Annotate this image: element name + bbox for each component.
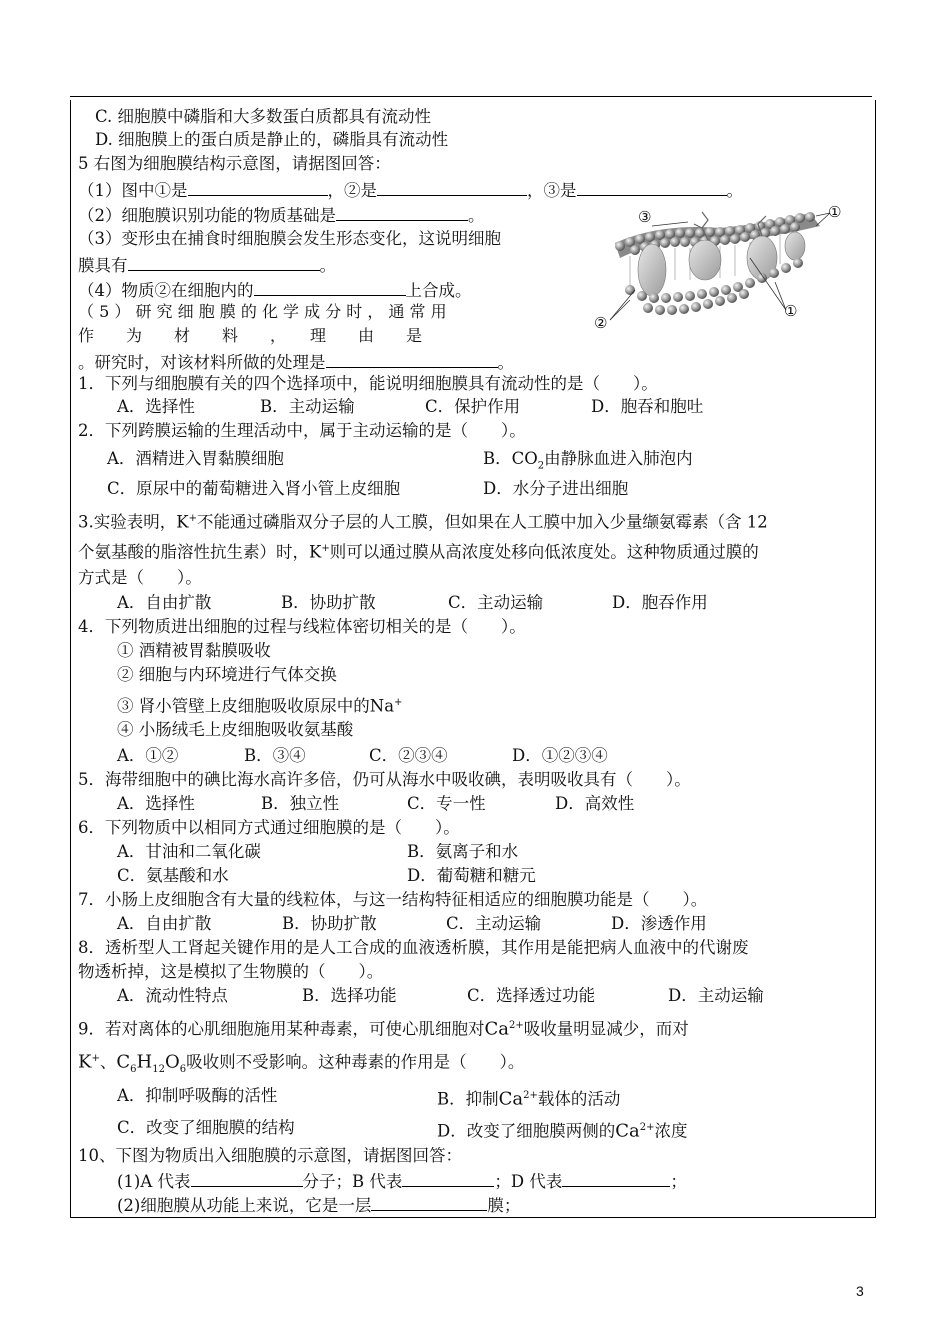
q1-option-c: C．保护作用 [425, 397, 521, 416]
q8-stem-line1: 8．透析型人工肾起关键作用的是人工合成的血液透析膜，其作用是能把病人血液中的代谢废 [78, 938, 749, 957]
q6-option-a: A．甘油和二氧化碳 [117, 842, 261, 861]
q3-stem-line1: 3.实验表明，K+不能通过磷脂双分子层的人工膜，但如果在人工膜中加入少量缬氨霉素（含 12 [78, 512, 768, 532]
blank-4[interactable] [336, 204, 468, 221]
q2-option-d: D．水分子进出细胞 [483, 479, 629, 498]
q5-part5a: （ 5 ） 研 究 细 胞 膜 的 化 学 成 分 时 ， 通 常 用 [78, 302, 447, 321]
q3-option-d: D．胞吞作用 [612, 593, 708, 612]
q1-stem: 1．下列与细胞膜有关的四个选择项中，能说明细胞膜具有流动性的是（ ）。 [78, 374, 658, 393]
q5b-option-b: B．独立性 [261, 794, 340, 813]
q7-option-c: C．主动运输 [446, 914, 542, 933]
q5b-option-c: C．专一性 [407, 794, 486, 813]
q3-stem-line3: 方式是（ ）。 [78, 568, 202, 587]
q8-stem-line2: 物透析掉，这是模拟了生物膜的（ ）。 [78, 962, 384, 981]
q3-option-c: C．主动运输 [448, 593, 544, 612]
q6-option-b: B．氨离子和水 [407, 842, 519, 861]
q5-part4: （4）物质②在细胞内的 上合成。 [78, 281, 472, 300]
blank-membrane[interactable] [371, 1194, 487, 1211]
q4-item-4: ④ 小肠绒毛上皮细胞吸收氨基酸 [117, 720, 354, 739]
blank-6[interactable] [254, 279, 406, 296]
q1-option-a: A．选择性 [117, 397, 195, 416]
blank-5[interactable] [128, 254, 320, 271]
q1-option-d: D．胞吞和胞吐 [591, 397, 704, 416]
q4-option-d: D．①②③④ [512, 746, 608, 765]
blank-d[interactable] [562, 1170, 670, 1187]
q2-option-c: C．原尿中的葡萄糖进入肾小管上皮细胞 [107, 479, 401, 498]
q5-part3b: 膜具有 。 [78, 256, 336, 275]
q8-option-a: A．流动性特点 [117, 986, 228, 1005]
q5b-stem: 5．海带细胞中的碘比海水高许多倍，仍可从海水中吸收碘，表明吸收具有（ ）。 [78, 770, 691, 789]
q7-stem: 7．小肠上皮细胞含有大量的线粒体，与这一结构特征相适应的细胞膜功能是（ ）。 [78, 890, 708, 909]
page-number: 3 [856, 1283, 864, 1299]
q8-option-c: C．选择透过功能 [467, 986, 596, 1005]
q10-part1: (1)A 代表 分子；B 代表 ；D 代表 ； [117, 1172, 687, 1191]
q4-stem: 4．下列物质进出细胞的过程与线粒体密切相关的是（ ）。 [78, 617, 526, 636]
blank-b[interactable] [402, 1170, 494, 1187]
q2-option-b: B．$CO_2$由静脉血进入肺泡内 [483, 449, 693, 472]
q8-option-b: B．选择功能 [302, 986, 397, 1005]
q5-part5c: 。研究时，对该材料所做的处理是 。 [78, 353, 514, 372]
prev-option-c: C. 细胞膜中磷脂和大多数蛋白质都具有流动性 [95, 107, 432, 126]
q5-part5b: 作 为 材 料 ， 理 由 是 [78, 326, 423, 345]
q10-stem: 10、下图为物质出入细胞膜的示意图，请据图回答： [78, 1146, 462, 1165]
q10-part2: (2)细胞膜从功能上来说，它是一层 膜； [117, 1196, 521, 1215]
q8-option-d: D．主动运输 [668, 986, 764, 1005]
q5-part3a: （3）变形虫在捕食时细胞膜会发生形态变化，这说明细胞 [78, 229, 501, 248]
q3-stem-line2: 个氨基酸的脂溶性抗生素）时，K+则可以通过膜从高浓度处移向低浓度处。这种物质通过膜的 [78, 542, 759, 562]
q3-option-b: B．协助扩散 [281, 593, 376, 612]
q7-option-b: B．协助扩散 [282, 914, 377, 933]
q4-item-1: ① 酒精被胃黏膜吸收 [117, 641, 271, 660]
q5-part2: （2）细胞膜识别功能的物质基础是 。 [78, 206, 485, 225]
q7-option-d: D．渗透作用 [611, 914, 707, 933]
q4-option-b: B．③④ [244, 746, 306, 765]
q9-stem-line1: 9．若对离体的心肌细胞施用某种毒素，可使心肌细胞对$Ca^{2+}$吸收量明显减少，而对 [78, 1018, 689, 1040]
q5-part1: （1）图中①是 ，②是 ，③是 。 [78, 181, 743, 200]
q5-stem: 5 右图为细胞膜结构示意图，请据图回答： [78, 154, 391, 173]
figure-label-2: ② [594, 314, 608, 332]
figure-label-3: ③ [638, 208, 652, 226]
blank-7[interactable] [326, 351, 498, 368]
q4-item-3: ③ 肾小管壁上皮细胞吸收原尿中的Na+ [117, 696, 403, 716]
blank-2[interactable] [377, 179, 527, 196]
figure-label-1-lower: ① [784, 302, 798, 320]
figure-label-1-upper: ① [828, 203, 842, 221]
q4-item-2: ② 细胞与内环境进行气体交换 [117, 665, 337, 684]
q9-option-b: B．抑制$Ca^{2+}$载体的活动 [437, 1088, 621, 1110]
header-rule [70, 96, 872, 97]
q5b-option-d: D．高效性 [555, 794, 635, 813]
q2-option-a: A．酒精进入胃黏膜细胞 [107, 449, 284, 468]
q9-option-d: D．改变了细胞膜两侧的$Ca^{2+}$浓度 [437, 1120, 688, 1142]
blank-a[interactable] [191, 1170, 303, 1187]
blank-1[interactable] [188, 179, 328, 196]
q7-option-a: A．自由扩散 [117, 914, 212, 933]
q6-option-d: D．葡萄糖和糖元 [407, 866, 536, 885]
blank-3[interactable] [577, 179, 727, 196]
q5b-option-a: A．选择性 [117, 794, 195, 813]
q9-option-c: C．改变了细胞膜的结构 [117, 1118, 295, 1137]
q2-stem: 2．下列跨膜运输的生理活动中，属于主动运输的是（ ）。 [78, 421, 526, 440]
prev-option-d: D. 细胞膜上的蛋白质是静止的，磷脂具有流动性 [95, 130, 449, 149]
q1-option-b: B．主动运输 [260, 397, 355, 416]
q9-option-a: A．抑制呼吸酶的活性 [117, 1086, 278, 1105]
cell-membrane-figure [590, 198, 850, 346]
q9-stem-line2: K+、$C_6H_{12}O_6$吸收则不受影响。这种毒素的作用是（ ）。 [78, 1051, 525, 1075]
q4-option-c: C．②③④ [369, 746, 448, 765]
q3-option-a: A．自由扩散 [117, 593, 212, 612]
q6-option-c: C．氨基酸和水 [117, 866, 229, 885]
q4-option-a: A．①② [117, 746, 179, 765]
q6-stem: 6．下列物质中以相同方式通过细胞膜的是（ ）。 [78, 818, 460, 837]
